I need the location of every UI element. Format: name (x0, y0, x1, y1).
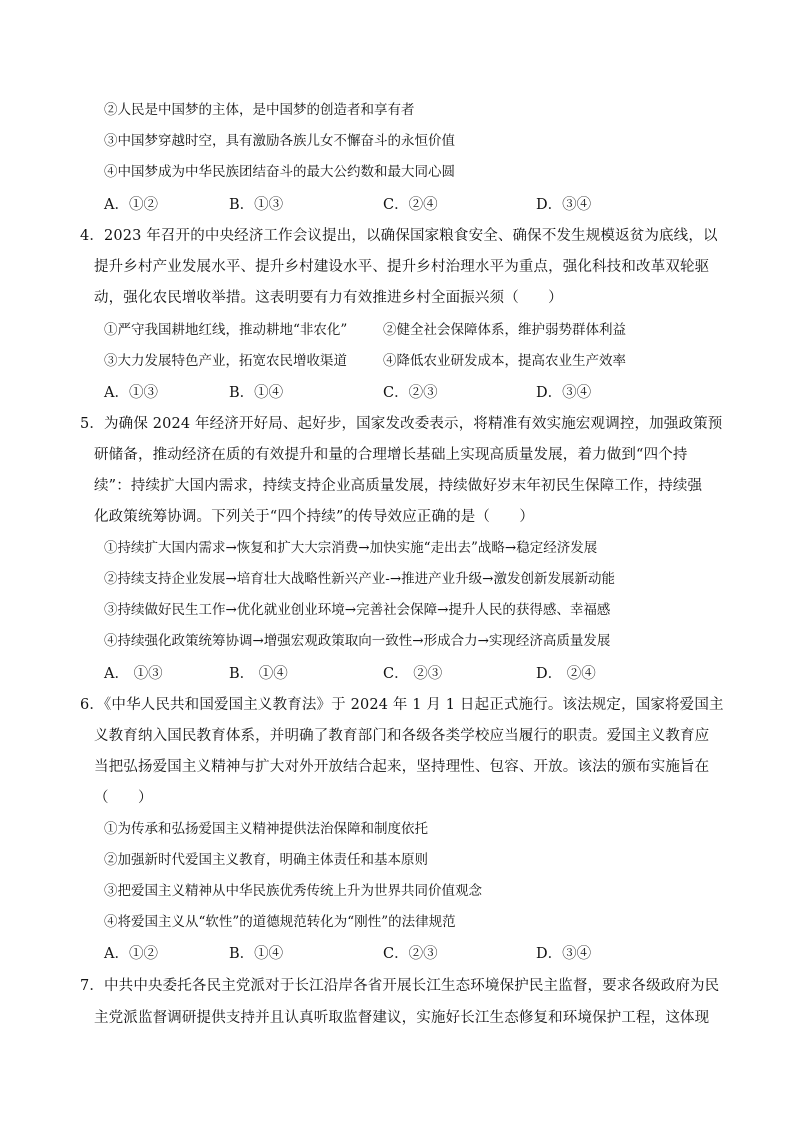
q4-option-c: C．②③ (383, 385, 438, 401)
q5-option-a: A． ①③ (104, 666, 163, 682)
q3-statement-4: ④中国梦成为中华民族团结奋斗的最大公约数和最大同心圆 (104, 164, 455, 180)
q6-stem-line-4: （ ） (94, 790, 153, 806)
q5-stem-line-3: 续”：持续扩大国内需求，持续支持企业高质量发展，持续做好岁末年初民生保障工作，持续强 (94, 478, 703, 494)
q6-statement-2: ②加强新时代爱国主义教育，明确主体责任和基本原则 (104, 852, 428, 868)
q7-stem-line-2: 主党派监督调研提供支持并且认真听取监督建议，实施好长江生态修复和环境保护工程，这体现 (94, 1010, 710, 1026)
q5-stem-line-4: 化政策统筹协调。下列关于“四个持续”的传导效应正确的是（ ） (94, 509, 534, 525)
q6-stem-line-1: 6．《中华人民共和国爱国主义教育法》于 2024 年 1 月 1 日起正式施行。该法规定，国家将爱国主 (80, 697, 724, 713)
q5-statement-4: ④持续强化政策统筹协调→增强宏观政策取向一致性→形成合力→实现经济高质量发展 (104, 633, 611, 649)
q6-option-a: A．①② (104, 946, 158, 962)
q6-statement-4: ④将爱国主义从“软性”的道德规范转化为“刚性”的法律规范 (104, 914, 456, 930)
q5-statement-3: ③持续做好民生工作→优化就业创业环境→完善社会保障→提升人民的获得感、幸福感 (104, 602, 611, 618)
q4-statement-2: ②健全社会保障体系，维护弱势群体利益 (383, 322, 626, 338)
q4-statement-1: ①严守我国耕地红线，推动耕地“非农化” (104, 322, 348, 338)
q3-option-c: C．②④ (383, 197, 438, 213)
q4-statement-4: ④降低农业研发成本，提高农业生产效率 (383, 353, 626, 369)
q6-stem-line-2: 义教育纳入国民教育体系，并明确了教育部门和各级各类学校应当履行的职责。爱国主义教育应 (94, 728, 710, 744)
q5-option-b: B． ①④ (229, 666, 288, 682)
q6-stem-line-3: 当把弘扬爱国主义精神与扩大对外开放结合起来，坚持理性、包容、开放。该法的颁布实施旨在 (94, 759, 710, 775)
q4-stem-line-3: 动，强化农民增收举措。这表明要有力有效推进乡村全面振兴须（ ） (94, 290, 563, 306)
q5-stem-line-2: 研储备，推动经济在质的有效提升和量的合理增长基础上实现高质量发展，着力做到“四个持 (94, 447, 688, 463)
q4-option-a: A．①③ (104, 385, 158, 401)
q5-stem-line-1: 5．为确保 2024 年经济开好局、起好步，国家发改委表示，将精准有效实施宏观调控，加强政策预 (80, 416, 723, 432)
q3-statement-3: ③中国梦穿越时空，具有激励各族儿女不懈奋斗的永恒价值 (104, 133, 455, 149)
q3-option-d: D．③④ (536, 197, 592, 213)
q6-statement-3: ③把爱国主义精神从中华民族优秀传统上升为世界共同价值观念 (104, 883, 482, 899)
q3-statement-2: ②人民是中国梦的主体，是中国梦的创造者和享有者 (104, 102, 415, 118)
q4-stem-line-1: 4．2023 年召开的中央经济工作会议提出，以确保国家粮食安全、确保不发生规模返贫为底线，以 (80, 228, 718, 244)
q4-option-b: B．①④ (229, 385, 284, 401)
q3-option-b: B．①③ (229, 197, 284, 213)
q5-option-d: D． ②④ (536, 666, 596, 682)
q4-option-d: D．③④ (536, 385, 592, 401)
q3-option-a: A．①② (104, 197, 158, 213)
q5-statement-2: ②持续支持企业发展→培育壮大战略性新兴产业-→推进产业升级→激发创新发展新动能 (104, 571, 615, 587)
q7-stem-line-1: 7．中共中央委托各民主党派对于长江沿岸各省开展长江生态环境保护民主监督，要求各级政府为民 (80, 978, 720, 994)
q6-option-c: C．②③ (383, 946, 438, 962)
q6-option-b: B．①④ (229, 946, 284, 962)
q4-stem-line-2: 提升乡村产业发展水平、提升乡村建设水平、提升乡村治理水平为重点，强化科技和改革双轮驱 (94, 259, 710, 275)
q5-option-c: C． ②③ (383, 666, 443, 682)
q5-statement-1: ①持续扩大国内需求→恢复和扩大大宗消费→加快实施“走出去”战略→稳定经济发展 (104, 540, 598, 556)
q6-statement-1: ①为传承和弘扬爱国主义精神提供法治保障和制度依托 (104, 821, 428, 837)
q6-option-d: D．③④ (536, 946, 592, 962)
q4-statement-3: ③大力发展特色产业，拓宽农民增收渠道 (104, 353, 347, 369)
